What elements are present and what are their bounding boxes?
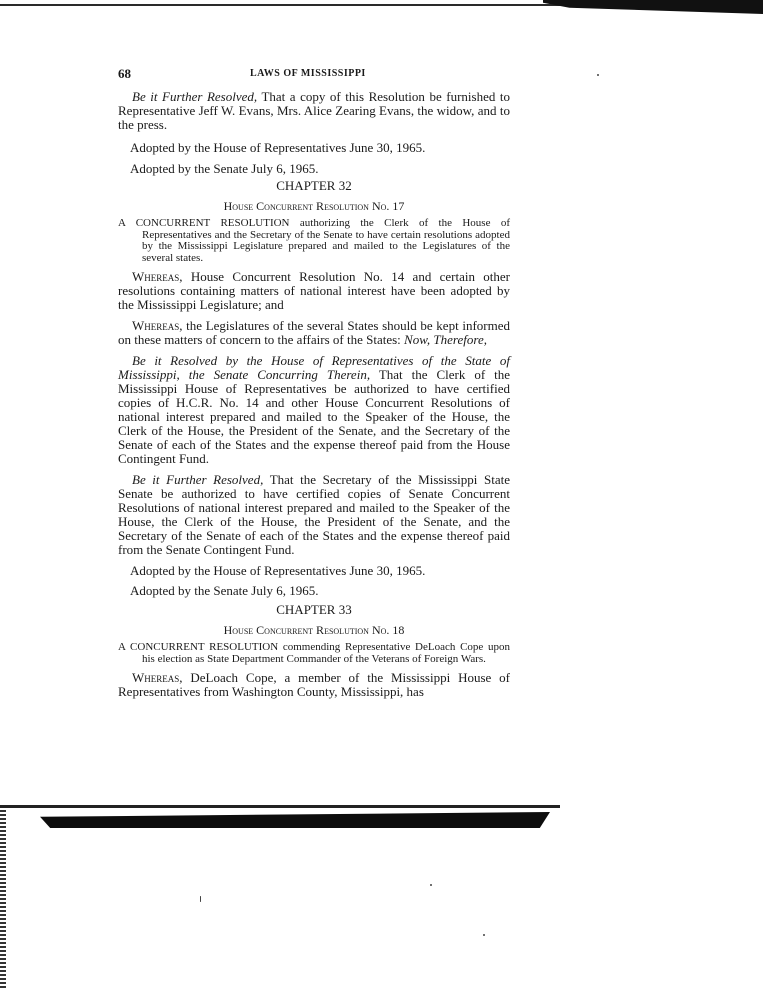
whereas-text: DeLoach Cope, a member of the Mississippi House of Representatives from Washington County, Mississippi, has	[118, 670, 510, 699]
whereas-text: House Concurrent Resolution No. 14 and certain other resolutions containing matters of national interest have been adopted by the Mississippi Legislature; and	[118, 269, 510, 312]
resolved-lead: Be it Resolved by the House of Representatives of the State of Mississippi, the Senate Concurring Therein,	[118, 353, 510, 382]
chapter-33-whereas	[118, 671, 510, 699]
running-head	[118, 64, 510, 84]
further-lead: Be it Further Resolved,	[132, 472, 264, 487]
chapter-32-hcr: House Concurrent Resolution No. 17	[223, 199, 405, 213]
chapter-32-whereas-1	[118, 270, 510, 312]
intro-lead: Be it Further Resolved,	[132, 89, 258, 104]
chapter-32-summary: A CONCURRENT RESOLUTION authorizing the Clerk of the House of Representatives and the Secretary of the Senate to have certain resolutions adopted by the Mississippi Legislature prepared and mailed to the Legislatures of the several states.	[118, 217, 510, 264]
document-page	[118, 64, 510, 699]
scan-speck	[200, 896, 201, 902]
further-text: That the Secretary of the Mississippi State Senate be authorized to have certified copies of Senate Concurrent Resolutions of national interest prepared and mailed to the Speaker of the House, the Clerk of the House, the President of the Senate, and the Secretary of the Senate of each of the States and the expense thereof paid from the Senate Contingent Fund.	[118, 472, 510, 557]
chapter-32-heading: CHAPTER 32	[276, 178, 352, 193]
now-therefore: Now, Therefore,	[404, 332, 487, 347]
intro-paragraph	[118, 90, 510, 132]
scan-speck	[430, 884, 432, 886]
chapter-33-heading: CHAPTER 33	[276, 602, 352, 617]
whereas-text: the Legislatures of the several States should be kept informed on these matters of concern to the affairs of the States:	[118, 318, 510, 347]
whereas-lead: Whereas,	[132, 269, 183, 284]
scan-left-edge	[0, 810, 6, 990]
resolved-text: That the Clerk of the Mississippi House of Representatives be authorized to have certified copies of H.C.R. No. 14 and other House Concurrent Resolutions of national interest prepared and mailed to the Speaker of the House, the Clerk of the House, the President of the Senate, and the Secretary of the Senate of each of the States and the expense thereof paid from the House Contingent Fund.	[118, 367, 511, 466]
scan-speck	[597, 74, 599, 76]
whereas-lead: Whereas,	[132, 318, 183, 333]
chapter-33-summary: A CONCURRENT RESOLUTION commending Representative DeLoach Cope upon his election as State Department Commander of the Veterans of Foreign Wars.	[118, 641, 510, 665]
chapter-33-hcr: House Concurrent Resolution No. 18	[223, 623, 405, 637]
whereas-lead: Whereas,	[132, 670, 183, 685]
chapter-32-further-resolved	[118, 473, 510, 557]
adopted-senate-1: Adopted by the Senate July 6, 1965.	[130, 161, 319, 176]
running-title: LAWS OF MISSISSIPPI	[250, 68, 366, 79]
scan-speck	[483, 934, 485, 936]
adopted-house-1: Adopted by the House of Representatives June 30, 1965.	[130, 140, 426, 155]
adopted-house-2: Adopted by the House of Representatives June 30, 1965.	[130, 563, 426, 578]
adopted-senate-2: Adopted by the Senate July 6, 1965.	[130, 583, 319, 598]
scan-bottom-shadow	[0, 800, 560, 840]
intro-text: That a copy of this Resolution be furnished to Representative Jeff W. Evans, Mrs. Alice Zearing Evans, the widow, and to the press.	[118, 89, 510, 132]
scan-top-edge	[0, 0, 763, 10]
chapter-32-whereas-2	[118, 319, 510, 347]
page-number: 68	[118, 66, 131, 81]
chapter-32-resolved	[118, 354, 510, 466]
